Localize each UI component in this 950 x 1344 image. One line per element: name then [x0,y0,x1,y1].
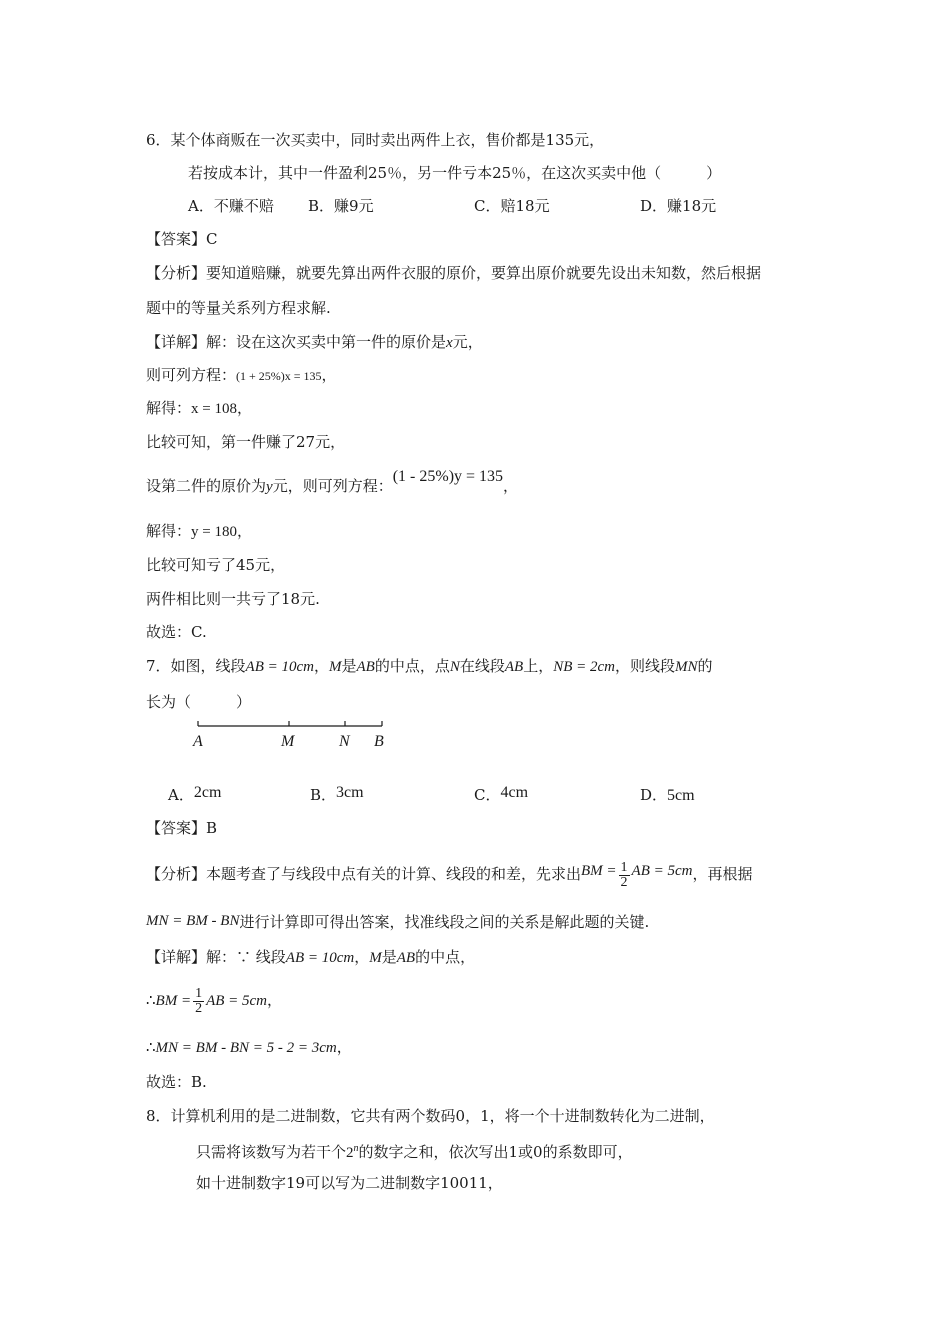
q6-solution2 [146,521,252,542]
q6-equation2 [146,468,519,497]
q6-option-c: C．赔18元 [474,197,550,215]
q6-detail-var: x [446,335,453,351]
q6-eq2-math: (1 - 25%)y = 135 [392,468,504,485]
q7-de-prefix: 【详解】解：∵ 线段 [146,948,286,966]
q7-m: M [329,659,342,675]
q7-choice: 故选：B. [146,1073,207,1091]
q8-stem2-a: 只需将该数写为若干个 [196,1143,347,1161]
q6-eq1-math: (1 + 25%)x = 135 [236,369,322,383]
q7-opt-a-value: 2cm [193,784,222,801]
q7-an-suffix: ，再根据 [692,865,753,883]
q7-opt-b-letter: B． [310,786,337,804]
q8-stem-line3: 如十进制数字19可以写为二进制数字10011， [196,1174,503,1192]
q6-sol2-math: y = 180 [191,524,237,540]
q7-de-is: 是 [381,948,397,966]
q6-eq2-suffix: ， [503,477,519,495]
q7-s1-frac-den: 2 [195,1000,203,1016]
label-a: A [193,733,203,750]
q6-option-d: D．赚18元 [640,197,717,215]
q7-s2-end: ， [336,1038,352,1056]
q6-detail-prefix: 【详解】解：设在这次买卖中第一件的原价是 [146,333,447,351]
q7-an2-eq: MN = BM - BN [146,913,240,929]
q7-an-bm: BM = [581,863,617,879]
q7-stem-c: 是 [341,657,357,675]
q7-s1-rest: AB = 5cm [206,993,268,1009]
q6-stem-line1: 6．某个体商贩在一次买卖中，同时卖出两件上衣，售价都是135元， [146,131,605,149]
q7-an2-text: 进行计算即可得出答案，找准线段之间的关系是解此题的关键. [239,913,650,931]
q8-stem-line1: 8．计算机利用的是二进制数，它共有两个数码0，1，将一个十进制数转化为二进制， [146,1107,715,1125]
q7-mn: MN [675,659,698,675]
q7-s1-end: ， [267,991,283,1009]
q6-sol1-prefix: 解得： [146,399,192,417]
q7-stem-line2: 长为（ ） [146,693,252,711]
q6-detail [146,332,483,353]
q7-stem-h: 的 [697,657,713,675]
q7-opt-c-letter: C． [474,786,501,804]
q7-opt-b-value: 3cm [336,784,364,801]
q7-segment-figure [190,718,410,758]
label-n: N [339,733,350,750]
q7-step2 [146,1037,352,1058]
q7-an-rest: AB = 5cm [631,863,693,879]
q7-n: N [449,659,460,675]
q7-de-end: 的中点， [415,948,476,966]
q7-opt-d-letter: D． [640,786,668,804]
q7-an-prefix: 【分析】本题考查了与线段中点有关的计算、线段的和差，先求出 [146,865,582,883]
q7-ab: AB [356,659,375,675]
label-m: M [281,733,295,750]
q7-option-c [474,785,528,806]
q6-compare1: 比较可知，第一件赚了27元， [146,433,346,451]
q7-an-frac-num: 1 [620,859,628,875]
q6-sol2-prefix: 解得： [146,522,192,540]
q7-answer: 【答案】B [146,819,218,837]
q6-stem-line2: 若按成本计，其中一件盈利25％，另一件亏本25％，在这次买卖中他（ ） [188,164,722,182]
q7-s2-eq: MN = BM - BN = 5 - 2 = 3cm [155,1040,337,1056]
q6-eq1-prefix: 则可列方程： [146,366,237,384]
q6-compare2: 比较可知亏了45元， [146,556,286,574]
q6-eq2-var: y [266,479,273,495]
q8-stem-line2 [196,1139,633,1163]
q7-ab-eq: AB = 10cm [245,659,314,675]
q7-nb-eq: NB = 2cm [553,659,616,675]
q6-option-b: B．赚9元 [308,197,374,215]
q7-de-ab2: AB [396,950,416,966]
q6-sol1-math: x = 108 [191,401,237,417]
q7-analysis-line1 [146,858,753,891]
q7-stem-g: ，则线段 [615,657,676,675]
q7-de-m: M [369,950,382,966]
q6-eq2-mid: 元，则可列方程： [272,477,393,495]
q6-solution1 [146,398,252,419]
q7-opt-d-value: 5cm [667,787,695,804]
q7-stem-e: 在线段 [459,657,505,675]
q7-de-mid: ， [354,948,370,966]
q6-sol1-suffix: ， [236,399,252,417]
q7-option-b [310,785,364,806]
q6-analysis-line2: 题中的等量关系列方程求解. [146,299,331,317]
q7-de-ab: AB = 10cm [285,950,355,966]
q7-s1-fraction [193,987,204,1016]
q7-an-fraction [619,861,630,890]
q6-eq1-suffix: ， [321,366,337,384]
q7-option-d [640,785,695,806]
q7-s1-frac-num: 1 [195,985,203,1001]
q6-total: 两件相比则一共亏了18元. [146,590,320,608]
q6-answer: 【答案】C [146,230,218,248]
q7-stem-b: ， [313,657,329,675]
q6-option-a: A．不赚不赔 [188,197,274,215]
label-b: B [374,733,384,750]
q7-stem-a: 7．如图，线段 [146,657,246,675]
q6-equation1 [146,365,337,386]
q6-eq2-prefix: 设第二件的原价为 [146,477,267,495]
q7-s2-pre: ∴ [146,1038,156,1056]
q6-analysis-line1: 【分析】要知道赔赚，就要先算出两件衣服的原价，要算出原价就要先设出未知数，然后根据 [146,264,762,282]
q6-choice: 故选：C. [146,623,207,641]
q7-s1-bm: BM = [155,993,192,1009]
q7-an-frac-den: 2 [620,874,628,890]
q7-analysis-line2 [146,912,649,933]
q8-power-base: 2 [346,1145,354,1161]
q8-power-exp: n [353,1143,359,1154]
q6-sol2-suffix: ， [236,522,252,540]
q8-stem2-b: 的数字之和，依次写出1或0的系数即可， [358,1143,633,1161]
q7-stem-line1 [146,656,713,677]
q7-step1 [146,984,282,1017]
q7-option-a [168,785,221,806]
q7-ab2: AB [504,659,524,675]
q7-opt-a-letter: A． [168,786,194,804]
q7-s1-pre: ∴ [146,991,156,1009]
q7-stem-f: 上， [523,657,554,675]
q6-detail-suffix: 元， [452,333,483,351]
q7-stem-d: 的中点，点 [374,657,450,675]
q7-detail [146,947,475,968]
q7-opt-c-value: 4cm [500,784,529,801]
